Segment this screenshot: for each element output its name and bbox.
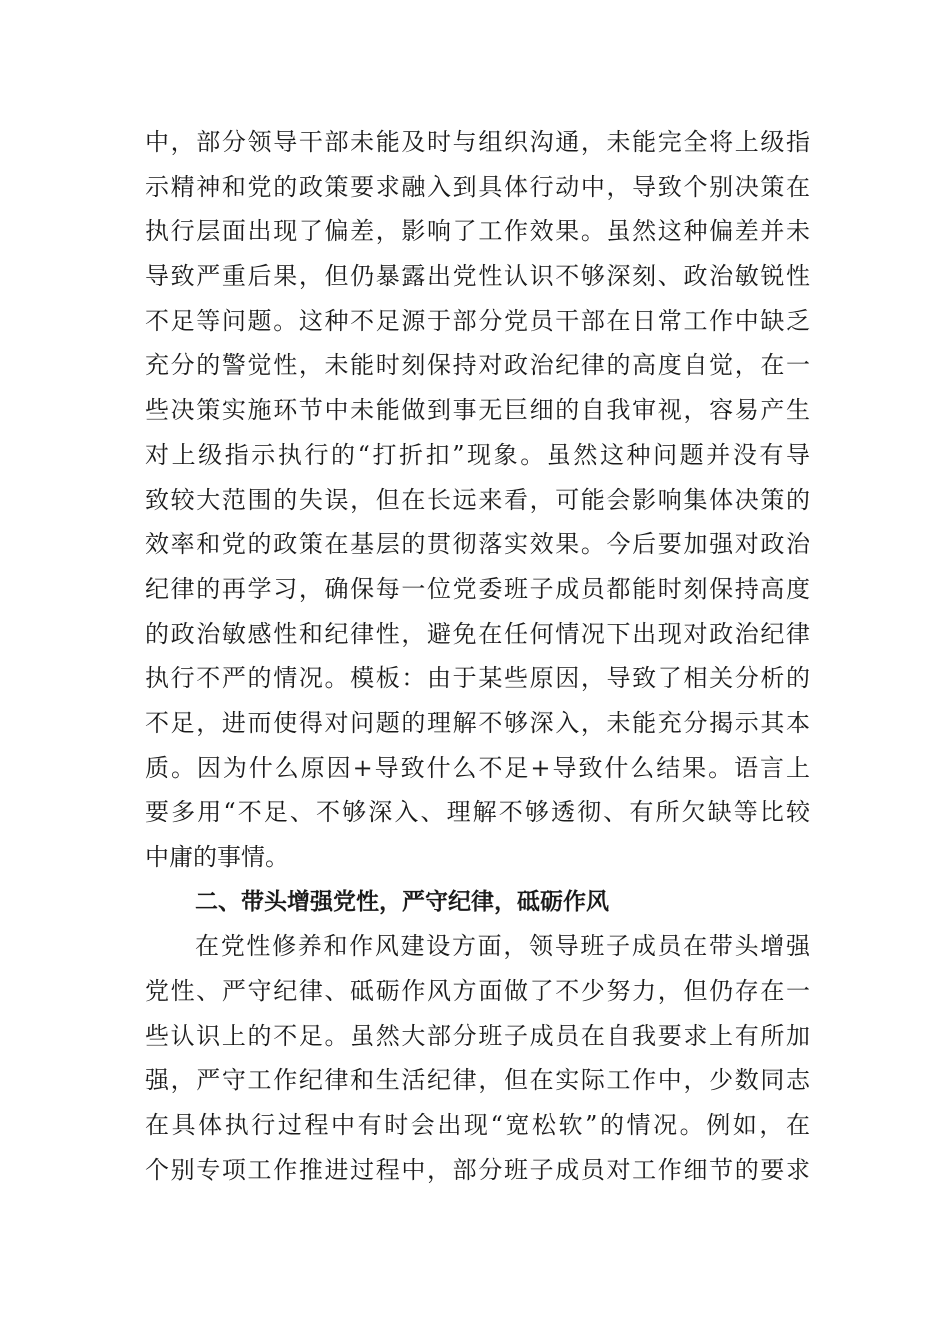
text-line: 导致严重后果，但仍暴露出党性认识不够深刻、政治敏锐性 xyxy=(145,262,810,291)
text-line: 强，严守工作纪律和生活纪律，但在实际工作中，少数同志 xyxy=(145,1066,810,1095)
text-line: 纪律的再学习，确保每一位党委班子成员都能时刻保持高度 xyxy=(145,574,810,603)
text-line: 对上级指示执行的“打折扣”现象。虽然这种问题并没有导 xyxy=(145,440,810,469)
paragraph-1 xyxy=(145,120,810,880)
text-line: 质。因为什么原因+导致什么不足+导致什么结果。语言上 xyxy=(145,753,810,782)
text-line: 执行不严的情况。模板：由于某些原因，导致了相关分析的 xyxy=(145,664,810,693)
text-line: 些认识上的不足。虽然大部分班子成员在自我要求上有所加 xyxy=(145,1021,810,1050)
text-line: 执行层面出现了偏差，影响了工作效果。虽然这种偏差并未 xyxy=(145,217,810,246)
text-line: 要多用“不足、不够深入、理解不够透彻、有所欠缺等比较 xyxy=(145,798,810,827)
text-line: 的政治敏感性和纪律性，避免在任何情况下出现对政治纪律 xyxy=(145,619,810,648)
text-line: 中，部分领导干部未能及时与组织沟通，未能完全将上级指 xyxy=(145,128,810,156)
section-heading: 二、带头增强党性，严守纪律，砥砺作风 xyxy=(195,888,609,915)
text-line: 些决策实施环节中未能做到事无巨细的自我审视，容易产生 xyxy=(145,396,810,425)
text-line: 中庸的事情。 xyxy=(145,843,289,871)
text-line: 致较大范围的失误，但在长远来看，可能会影响集体决策的 xyxy=(145,485,810,514)
paragraph-2 xyxy=(145,924,810,1192)
text-line: 充分的警觉性，未能时刻保持对政治纪律的高度自觉，在一 xyxy=(145,351,810,380)
text-line: 在具体执行过程中有时会出现“宽松软”的情况。例如，在 xyxy=(145,1111,810,1140)
text-line: 不足等问题。这种不足源于部分党员干部在日常工作中缺乏 xyxy=(145,306,810,335)
text-line: 不足，进而使得对问题的理解不够深入，未能充分揭示其本 xyxy=(145,708,810,737)
text-line: 个别专项工作推进过程中，部分班子成员对工作细节的要求 xyxy=(145,1155,810,1184)
text-line: 党性、严守纪律、砥砺作风方面做了不少努力，但仍存在一 xyxy=(145,977,810,1006)
text-line: 示精神和党的政策要求融入到具体行动中，导致个别决策在 xyxy=(145,172,810,201)
text-line: 效率和党的政策在基层的贯彻落实效果。今后要加强对政治 xyxy=(145,530,810,559)
text-line: 在党性修养和作风建设方面，领导班子成员在带头增强 xyxy=(195,932,810,961)
document-body xyxy=(145,120,810,1193)
